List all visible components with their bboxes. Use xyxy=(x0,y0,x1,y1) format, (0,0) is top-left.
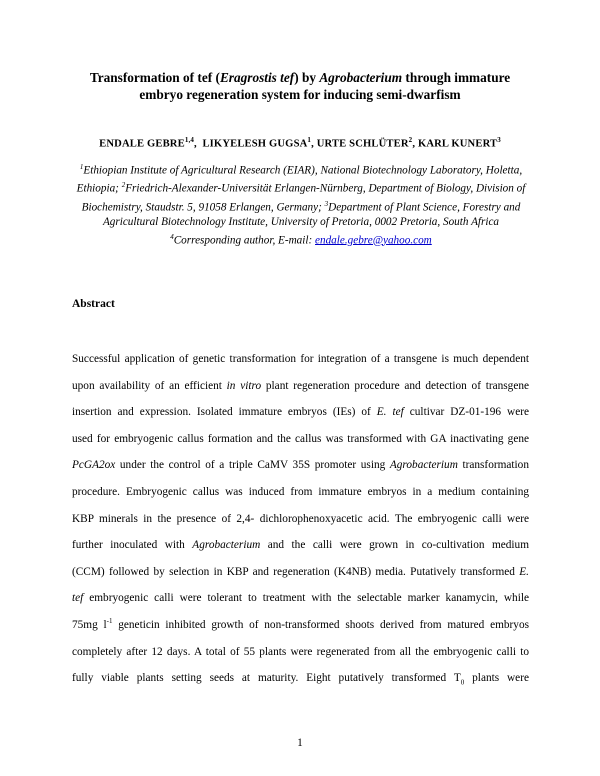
abstract-line: insertion and expression. Isolated immature embryos (IEs) of E. tef cultivar DZ-01-196 were xyxy=(72,406,529,419)
abstract-line: used for embryogenic callus formation and the callus was transformed with GA inactivating gene xyxy=(72,432,529,445)
paper-title: Transformation of tef (Eragrostis tef) by Agrobacterium through immature embryo regeneration system for inducing semi-dwarfism xyxy=(89,70,511,102)
abstract-body xyxy=(72,346,529,692)
author-name: LIKYELESH GUGSA xyxy=(202,138,308,150)
page-number: 1 xyxy=(297,737,303,749)
affiliations: $^1$Ethiopian Institute of Agricultural Research (EIAR), National Biotechnology Laboratory, Holetta, Ethiopia; $^2$Friedrich-Alexander-Universität Erlangen-Nürnberg, Department of Biology, Division of Biochemistry, Staudstr. 5, 91058 Erlangen, Germany; $^3$Department of Plant Science, Forestry and Agricultural Biotechnology Institute, University of Pretoria, 0002 Pretoria, South Africa $^4$Corresponding author, E-mail: endale.gebre@yahoo.com xyxy=(76,163,526,247)
abstract-line: PcGA2ox under the control of a triple CaMV 35S promoter using Agrobacterium transformation xyxy=(72,459,529,472)
abstract-line: fully viable plants setting seeds at maturity. Eight putatively transformed $T_0$ plants were xyxy=(72,672,529,687)
abstract-line: 75mg $l^{-1}$ geneticin inhibited growth of non-transformed shoots derived from matured embryos xyxy=(72,617,529,631)
abstract-line: procedure. Embryogenic callus was induced from immature embryos in a medium containing xyxy=(72,485,529,498)
author-name: URTE SCHLÜTER xyxy=(316,138,409,150)
email-link[interactable]: endale.gebre@yahoo.com xyxy=(315,234,432,247)
abstract-line: upon availability of an efficient in vitro plant regeneration procedure and detection of transgene xyxy=(72,379,529,392)
author-list: ENDALE GEBRE$^{1,4}$, LIKYELESH GUGSA$^1$, URTE SCHLÜTER$^2$, KARL KUNERT$^3$ xyxy=(99,136,501,150)
abstract-line: Successful application of genetic transformation for integration of a transgene is much dependent xyxy=(72,353,529,365)
author-name: KARL KUNERT xyxy=(417,138,498,150)
abstract-line: KBP minerals in the presence of 2,4- dichlorophenoxyacetic acid. The embryogenic calli were xyxy=(72,512,529,525)
abstract-line: further inoculated with Agrobacterium and the calli were grown in co-cultivation medium xyxy=(72,539,529,552)
author-name: ENDALE GEBRE xyxy=(99,138,185,150)
abstract-line: completely after 12 days. A total of 55 plants were regenerated from all the embryogenic calli to xyxy=(72,645,529,658)
abstract-line: tef embryogenic calli were tolerant to treatment with the selectable marker kanamycin, while xyxy=(72,592,529,605)
abstract-heading: Abstract xyxy=(72,298,115,310)
abstract-line: (CCM) followed by selection in KBP and regeneration (K4NB) media. Putatively transformed E. xyxy=(72,565,529,578)
